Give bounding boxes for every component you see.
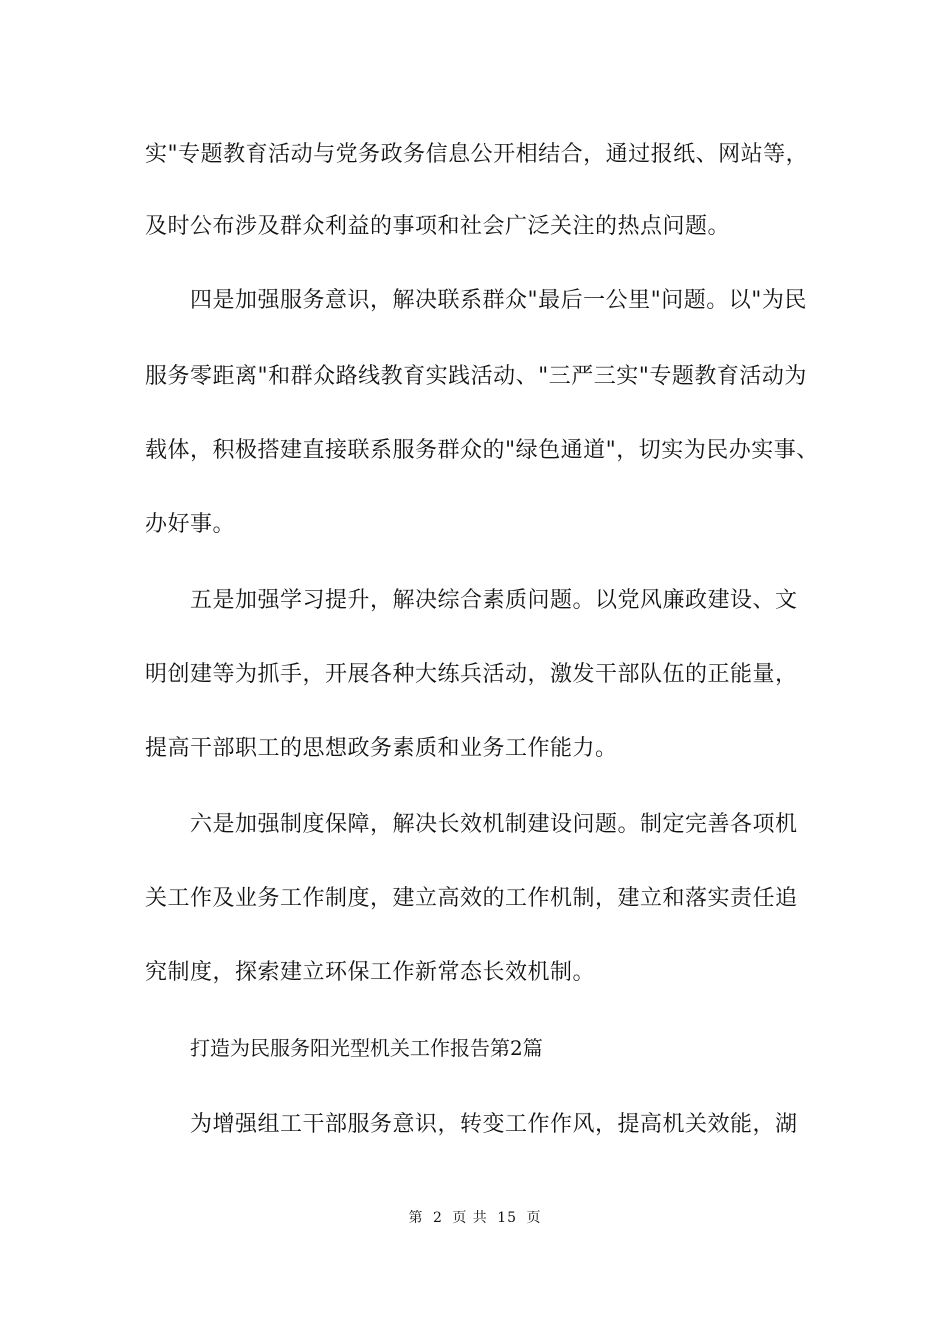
footer-page-number: 2 [432, 1210, 443, 1226]
paragraph-start-line: 为增强组工干部服务意识，转变工作作风，提高机关效能，湖 [190, 1112, 798, 1137]
page-footer [0, 1208, 950, 1228]
footer-suffix: 页 [526, 1210, 542, 1226]
body-line: 载体，积极搭建直接联系服务群众的"绿色通道"，切实为民办实事、 [145, 438, 819, 463]
body-line: 提高干部职工的思想政务素质和业务工作能力。 [145, 736, 618, 761]
paragraph-start-line: 六是加强制度保障，解决长效机制建设问题。制定完善各项机 [190, 812, 798, 837]
footer-prefix: 第 [408, 1210, 424, 1226]
body-line: 明创建等为抓手，开展各种大练兵活动，激发干部队伍的正能量， [145, 662, 798, 687]
body-line: 及时公布涉及群众利益的事项和社会广泛关注的热点问题。 [145, 214, 731, 239]
body-line: 办好事。 [145, 512, 236, 537]
paragraph-start-line: 五是加强学习提升，解决综合素质问题。以党风廉政建设、文 [190, 588, 798, 613]
body-line: 究制度，探索建立环保工作新常态长效机制。 [145, 960, 596, 985]
body-line: 实"专题教育活动与党务政务信息公开相结合，通过报纸、网站等， [145, 142, 809, 167]
footer-mid: 页 共 [452, 1210, 488, 1226]
section-title: 打造为民服务阳光型机关工作报告第2篇 [190, 1036, 543, 1060]
paragraph-start-line: 四是加强服务意识，解决联系群众"最后一公里"问题。以"为民 [190, 288, 807, 313]
footer-total-pages: 15 [497, 1210, 518, 1226]
body-line: 关工作及业务工作制度，建立高效的工作机制，建立和落实责任追 [145, 886, 798, 911]
body-line: 服务零距离"和群众路线教育实践活动、"三严三实"专题教育活动为 [145, 364, 807, 389]
